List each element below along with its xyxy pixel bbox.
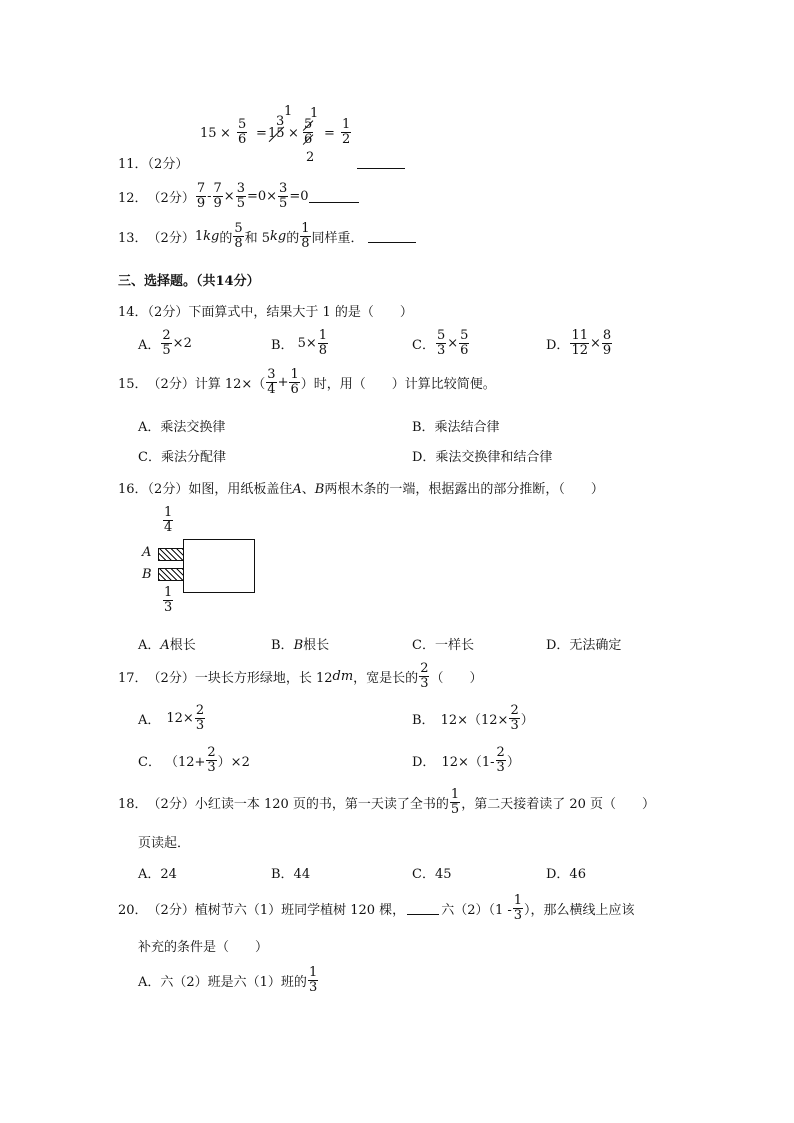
q13-p2: 的 — [219, 230, 233, 246]
q16-option-a-var: A — [160, 638, 170, 653]
q18-option-a[interactable]: A．24 — [138, 867, 177, 882]
q17-option-b-post: ） — [520, 712, 534, 728]
q16-fig-bottom-frac: $\frac{1}{3}$ — [164, 585, 173, 615]
q12-number: 12． — [118, 190, 148, 206]
q17-option-c-post: ）×2 — [217, 754, 250, 770]
q15-frac2: $\frac{1}{6}$ — [290, 367, 299, 397]
q20-number: 20． — [118, 902, 148, 918]
q16-var-a: A — [292, 482, 302, 497]
q17-option-a-pre: 12× — [166, 710, 194, 726]
q11-above-f2: 1 — [310, 106, 319, 121]
q18-frac: $\frac{1}{5}$ — [450, 787, 460, 817]
q15-score: （2分） — [147, 376, 195, 392]
q13-p4: 的 — [286, 230, 300, 246]
q14-option-a[interactable] — [138, 329, 192, 357]
q15-option-b[interactable]: B．乘法结合律 — [412, 420, 500, 435]
q15-number: 15． — [118, 376, 148, 392]
q18-option-d[interactable]: D．46 — [546, 867, 586, 882]
q20-option-a-frac: $\frac{1}{3}$ — [308, 965, 318, 995]
q15-option-c[interactable]: C．乘法分配律 — [138, 450, 226, 465]
q17-frac: $\frac{2}{3}$ — [420, 661, 429, 691]
q11-score: （2分） — [147, 157, 189, 172]
q16-stick-a — [158, 548, 184, 561]
q13-unit1: kg — [203, 228, 220, 244]
q18-option-c[interactable]: C．45 — [412, 867, 452, 882]
q11-expression — [200, 104, 351, 165]
q15-stem1: 计算 — [194, 376, 221, 392]
q17-stem1: 一块长方形绿地，长 12 — [194, 670, 333, 686]
section-3-title: 三、选择题。（共14分） — [118, 274, 260, 289]
q14-number: 14． — [118, 305, 148, 320]
q17-number: 17． — [118, 670, 148, 686]
q17-option-a-label: A． — [138, 712, 161, 728]
q18-score: （2分） — [147, 796, 195, 812]
q17-score: （2分） — [147, 670, 195, 686]
q14-option-d-frac2: $\frac{8}{9}$ — [602, 328, 612, 358]
q11-a: 15 — [200, 126, 217, 141]
q14-option-d-frac1: $\frac{11}{12}$ — [571, 328, 588, 358]
q15-frac1: $\frac{3}{4}$ — [267, 367, 276, 397]
q14-option-d[interactable] — [546, 329, 613, 357]
q11-times: × — [220, 126, 231, 141]
q17-option-a-frac: $\frac{2}{3}$ — [195, 703, 205, 733]
q20-option-a[interactable] — [138, 966, 319, 994]
q15-option-d[interactable]: D．乘法交换律和结合律 — [412, 450, 553, 465]
q18-stem1: 小红读一本 120 页的书，第一天读了全书的 — [194, 796, 449, 812]
q16-stick-b — [158, 568, 184, 581]
q11-eq1: = — [256, 126, 267, 141]
q14-option-b-label: B． — [271, 337, 294, 353]
q16-figure — [136, 506, 266, 626]
q11-number: 11． — [118, 157, 148, 172]
q12-frac-b: $\frac{7}{9}$ — [213, 181, 222, 211]
q17-stem — [118, 662, 482, 690]
q11-answer-blank[interactable] — [357, 154, 405, 169]
q16-option-b-label: B． — [271, 638, 294, 653]
q11-result: $\frac{1}{2}$ — [342, 117, 351, 147]
q13-frac1: $\frac{5}{8}$ — [234, 221, 243, 251]
q14-option-d-label: D． — [546, 337, 570, 353]
q16-cardboard — [183, 539, 255, 593]
q20-stem1: 植树节六（1）班同学植树 120 棵， — [194, 902, 406, 918]
q17-stem3: （ ） — [430, 670, 483, 686]
q16-stem1: 如图，用纸板盖住 — [188, 482, 293, 497]
q15-stem2: 时，用（ ）计算比较简便。 — [313, 376, 496, 392]
q14-option-a-op: ×2 — [172, 335, 192, 351]
q14-option-c-label: C． — [412, 337, 435, 353]
q16-option-b-var: B — [293, 638, 304, 653]
q17-option-b-frac: $\frac{2}{3}$ — [510, 703, 519, 733]
q13-answer-blank[interactable] — [368, 230, 416, 243]
q20-stem2: 六（2）（1 - — [441, 902, 512, 918]
q16-fig-top-frac: $\frac{1}{4}$ — [164, 505, 173, 535]
q17-option-d-frac: $\frac{2}{3}$ — [496, 745, 505, 775]
q17-option-c-frac: $\frac{2}{3}$ — [207, 745, 216, 775]
q16-option-a-text: 根长 — [169, 638, 196, 653]
q16-number: 16． — [118, 482, 148, 497]
q11-frac1: $\frac{5}{6}$ — [238, 117, 247, 147]
q20-stem-cont: 补充的条件是（ ） — [138, 940, 269, 955]
q20-option-a-text: A．六（2）班是六（1）班的 — [138, 974, 307, 990]
q16-stem — [118, 478, 604, 497]
q14-option-c-frac1: $\frac{5}{3}$ — [436, 328, 446, 358]
q15-expr-post: ） — [300, 376, 314, 392]
q15-option-a[interactable]: A．乘法交换律 — [138, 420, 226, 435]
q14-option-b-frac: $\frac{1}{8}$ — [318, 328, 328, 358]
q11-eq2: = — [324, 126, 335, 141]
q20-score: （2分） — [147, 902, 195, 918]
q17-option-c[interactable] — [138, 746, 250, 774]
q14-score: （2分） — [147, 305, 189, 320]
q20-stem — [118, 894, 635, 922]
q14-stem — [118, 301, 413, 320]
q18-option-b[interactable]: B．44 — [271, 867, 311, 882]
q18-stem-cont: 页读起． — [138, 836, 191, 851]
q16-fig-label-a: A — [142, 545, 152, 560]
q12-frac-d: $\frac{3}{5}$ — [279, 181, 288, 211]
q17-option-b-label: B． — [412, 712, 435, 728]
q12-answer-blank[interactable] — [309, 190, 359, 203]
q15-stem — [118, 368, 496, 396]
q14-option-d-op: × — [589, 335, 601, 351]
q13-line — [118, 222, 416, 250]
q11-above-left: 1 — [284, 104, 293, 119]
q16-option-b[interactable] — [271, 634, 329, 653]
q13-p1: 1 — [194, 228, 204, 244]
q17-stem2: ，宽是长的 — [353, 670, 419, 686]
q17-option-b-pre: 12×（12× — [440, 712, 509, 728]
q14-option-a-frac: $\frac{2}{5}$ — [162, 328, 171, 358]
q20-frac: $\frac{1}{3}$ — [513, 893, 523, 923]
q18-stem2: ，第二天接着读了 20 页（ ） — [461, 796, 655, 812]
q17-option-d-post: ） — [506, 754, 520, 770]
q18-number: 18． — [118, 796, 148, 812]
q16-stem2: 两根木条的一端，根据露出的部分推断，（ ） — [324, 482, 604, 497]
q16-option-b-text: 根长 — [303, 638, 330, 653]
q20-answer-blank[interactable] — [407, 902, 439, 915]
q12-times: × — [223, 188, 235, 204]
q14-option-c[interactable] — [412, 329, 470, 357]
q16-option-d[interactable]: D．无法确定 — [546, 638, 622, 653]
q11-above-b: 3 — [276, 114, 285, 129]
q16-option-a[interactable] — [138, 634, 196, 653]
q13-number: 13． — [118, 230, 148, 246]
q16-var-b: B — [314, 482, 325, 497]
q13-p3: 和 5 — [244, 230, 271, 246]
q18-stem — [118, 788, 655, 816]
q17-option-d[interactable] — [412, 746, 520, 774]
q13-p5: 同样重． — [311, 230, 364, 246]
q16-option-c[interactable]: C．一样长 — [412, 638, 474, 653]
q12-frac-c: $\frac{3}{5}$ — [236, 181, 245, 211]
q13-score: （2分） — [147, 230, 195, 246]
q14-option-c-frac2: $\frac{5}{6}$ — [460, 328, 469, 358]
q14-option-b-pre: 5× — [297, 335, 317, 351]
q16-fig-label-b: B — [142, 567, 152, 582]
q14-option-c-op: × — [447, 335, 459, 351]
q12-mid: =0× — [246, 188, 278, 204]
q15-expr-pre: 12×（ — [224, 376, 266, 392]
q17-unit: dm — [332, 668, 354, 684]
q14-stem-text: 下面算式中，结果大于 1 的是（ ） — [188, 305, 413, 320]
q12-end: =0 — [289, 188, 309, 204]
q16-sep: 、 — [301, 482, 315, 497]
q11-below-f2: 2 — [306, 150, 315, 165]
q16-option-a-label: A． — [138, 638, 161, 653]
q11-frac2: $\frac{5}{6}$ — [304, 117, 313, 147]
q14-option-b[interactable] — [271, 329, 329, 357]
q13-unit2: kg — [270, 228, 287, 244]
q17-option-a[interactable] — [138, 704, 206, 732]
q11-b: 15 — [268, 126, 285, 141]
q15-plus: + — [277, 374, 289, 390]
q12-minus: - — [207, 188, 212, 204]
q17-option-c-label: C． — [138, 754, 161, 770]
q12-score: （2分） — [147, 190, 195, 206]
q20-stem3: ），那么横线上应该 — [524, 902, 635, 918]
q13-frac2: $\frac{1}{8}$ — [301, 221, 310, 251]
q14-option-a-label: A． — [138, 337, 161, 353]
q11-header — [118, 153, 188, 172]
q17-option-b[interactable] — [412, 704, 534, 732]
q12-line — [118, 182, 359, 210]
q17-option-c-pre: （12+ — [164, 754, 206, 770]
q11-times2: × — [288, 126, 299, 141]
q17-option-d-label: D． — [412, 754, 436, 770]
q16-score: （2分） — [147, 482, 189, 497]
q12-frac-a: $\frac{7}{9}$ — [196, 181, 206, 211]
q17-option-d-pre: 12×（1- — [441, 754, 495, 770]
